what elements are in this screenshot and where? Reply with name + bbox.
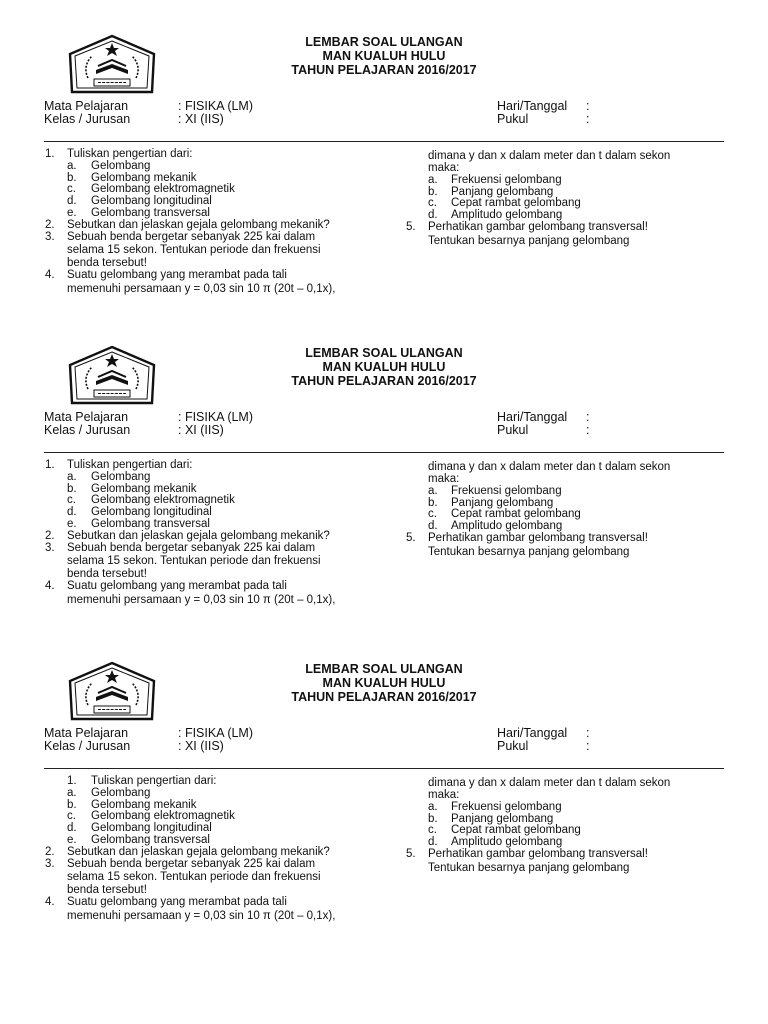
- question-4-item-letter: d.: [428, 520, 438, 533]
- question-4-item-letter: c.: [428, 508, 437, 521]
- question-5-line: Perhatikan gambar gelombang transversal!: [428, 848, 648, 860]
- header-line1: LEMBAR SOAL ULANGAN: [305, 346, 463, 360]
- question-1-item-letter: c.: [67, 810, 76, 823]
- class-label: Kelas / Jurusan: [44, 112, 131, 126]
- day-value: :: [586, 726, 590, 740]
- subject-label: Mata Pelajaran: [44, 99, 129, 113]
- question-5-number: 5.: [406, 532, 416, 544]
- question-5-number: 5.: [406, 848, 416, 860]
- header-title: [0, 346, 768, 388]
- header-divider: [44, 452, 724, 453]
- question-1-text: Tuliskan pengertian dari:: [67, 459, 193, 471]
- day-label: Hari/Tanggal: [497, 410, 568, 424]
- class-label: Kelas / Jurusan: [44, 739, 131, 753]
- question-4-item-letter: c.: [428, 824, 437, 837]
- question-4-number: 4.: [45, 896, 55, 908]
- header-divider: [44, 141, 724, 142]
- question-3-line: Sebuah benda bergetar sebanyak 225 kai dalam: [67, 542, 316, 554]
- question-3-line: benda tersebut!: [67, 568, 147, 580]
- question-2-number: 2.: [45, 218, 55, 231]
- class-label: Kelas / Jurusan: [44, 423, 131, 437]
- question-3-line: benda tersebut!: [67, 884, 147, 896]
- question-1-item-letter: b.: [67, 171, 77, 184]
- question-4-item-letter: a.: [428, 174, 438, 186]
- question-4-item-letter: a.: [428, 801, 438, 813]
- question-5-line: Perhatikan gambar gelombang transversal!: [428, 532, 648, 544]
- question-4-continuation: maka:: [428, 162, 460, 174]
- question-1-item-text: Gelombang longitudinal: [91, 506, 212, 519]
- question-1-item-letter: d.: [67, 822, 77, 835]
- question-1-item-letter: b.: [67, 482, 77, 495]
- question-3-number: 3.: [45, 858, 55, 870]
- question-4-item-text: Frekuensi gelombang: [451, 801, 562, 813]
- header-line2: MAN KUALUH HULU: [322, 676, 446, 690]
- question-4-item-letter: a.: [428, 485, 438, 497]
- question-4-continuation: maka:: [428, 789, 460, 801]
- time-label: Pukul: [497, 739, 529, 753]
- question-4-line: memenuhi persamaan y = 0,03 sin 10 π (20t – 0,1x),: [67, 910, 336, 922]
- question-4-item-text: Cepat rambat gelombang: [451, 824, 581, 837]
- question-1-number: 1.: [45, 148, 55, 160]
- header-title: [0, 662, 768, 704]
- question-4-line: memenuhi persamaan y = 0,03 sin 10 π (20t – 0,1x),: [67, 594, 336, 606]
- subject-value: : FISIKA (LM): [178, 726, 254, 740]
- question-4-line: Suatu gelombang yang merambat pada tali: [67, 896, 287, 908]
- day-label: Hari/Tanggal: [497, 99, 568, 113]
- question-1-item-letter: e.: [67, 206, 77, 219]
- day-label: Hari/Tanggal: [497, 726, 568, 740]
- question-4-item-text: Panjang gelombang: [451, 185, 554, 198]
- question-1-item-letter: c.: [67, 494, 76, 507]
- header-line3: TAHUN PELAJARAN 2016/2017: [291, 690, 477, 704]
- question-1-item-text: Gelombang: [91, 471, 151, 483]
- question-4-continuation: dimana y dan x dalam meter dan t dalam sekon: [428, 461, 671, 473]
- question-4-continuation: dimana y dan x dalam meter dan t dalam sekon: [428, 150, 671, 162]
- question-2-text: Sebutkan dan jelaskan gejala gelombang mekanik?: [67, 529, 330, 542]
- exam-slip: [0, 311, 768, 621]
- question-4-item-text: Cepat rambat gelombang: [451, 508, 581, 521]
- question-1-item-text: Gelombang mekanik: [91, 171, 197, 184]
- subject-value: : FISIKA (LM): [178, 99, 254, 113]
- question-1-text: Tuliskan pengertian dari:: [91, 775, 217, 787]
- subject-value: : FISIKA (LM): [178, 410, 254, 424]
- question-4-item-text: Amplitudo gelombang: [451, 209, 563, 222]
- question-4-item-letter: d.: [428, 836, 438, 849]
- question-3-number: 3.: [45, 231, 55, 243]
- question-1-item-text: Gelombang mekanik: [91, 798, 197, 811]
- question-4-line: memenuhi persamaan y = 0,03 sin 10 π (20t – 0,1x),: [67, 283, 336, 295]
- question-1-item-text: Gelombang longitudinal: [91, 822, 212, 835]
- question-1-item-letter: e.: [67, 517, 77, 530]
- question-1-item-letter: c.: [67, 183, 76, 196]
- question-1-item-text: Gelombang elektromagnetik: [91, 810, 235, 823]
- question-1-item-text: Gelombang: [91, 160, 151, 172]
- question-1-item-letter: d.: [67, 506, 77, 519]
- question-4-line: Suatu gelombang yang merambat pada tali: [67, 269, 287, 281]
- exam-slip: [0, 627, 768, 937]
- class-value: : XI (IIS): [178, 112, 224, 126]
- time-value: :: [586, 739, 590, 753]
- question-1-item-letter: a.: [67, 160, 77, 172]
- question-1-item-text: Gelombang transversal: [91, 833, 210, 846]
- question-5-number: 5.: [406, 221, 416, 233]
- header-line3: TAHUN PELAJARAN 2016/2017: [291, 63, 477, 77]
- question-2-number: 2.: [45, 529, 55, 542]
- question-4-continuation: dimana y dan x dalam meter dan t dalam sekon: [428, 777, 671, 789]
- question-4-item-text: Frekuensi gelombang: [451, 485, 562, 497]
- class-value: : XI (IIS): [178, 423, 224, 437]
- header-line2: MAN KUALUH HULU: [322, 49, 446, 63]
- question-4-item-letter: b.: [428, 496, 438, 509]
- question-2-text: Sebutkan dan jelaskan gejala gelombang mekanik?: [67, 218, 330, 231]
- question-1-item-letter: a.: [67, 787, 77, 799]
- time-value: :: [586, 423, 590, 437]
- question-4-item-text: Amplitudo gelombang: [451, 520, 563, 533]
- question-1-item-text: Gelombang elektromagnetik: [91, 494, 235, 507]
- header-title: [0, 35, 768, 77]
- question-2-number: 2.: [45, 845, 55, 858]
- question-4-continuation: maka:: [428, 473, 460, 485]
- question-1-item-letter: b.: [67, 798, 77, 811]
- header-line3: TAHUN PELAJARAN 2016/2017: [291, 374, 477, 388]
- question-4-item-letter: d.: [428, 209, 438, 222]
- exam-slip: [0, 0, 768, 310]
- question-1-item-letter: e.: [67, 833, 77, 846]
- question-4-item-text: Cepat rambat gelombang: [451, 197, 581, 210]
- question-1-item-text: Gelombang: [91, 787, 151, 799]
- question-1-number: 1.: [67, 775, 77, 787]
- question-3-number: 3.: [45, 542, 55, 554]
- question-5-line: Perhatikan gambar gelombang transversal!: [428, 221, 648, 233]
- day-value: :: [586, 410, 590, 424]
- question-4-item-letter: c.: [428, 197, 437, 210]
- question-3-line: selama 15 sekon. Tentukan periode dan frekuensi: [67, 871, 321, 883]
- question-4-line: Suatu gelombang yang merambat pada tali: [67, 580, 287, 592]
- question-3-line: selama 15 sekon. Tentukan periode dan frekuensi: [67, 555, 321, 567]
- question-1-item-letter: a.: [67, 471, 77, 483]
- question-1-text: Tuliskan pengertian dari:: [67, 148, 193, 160]
- subject-label: Mata Pelajaran: [44, 726, 129, 740]
- question-4-number: 4.: [45, 580, 55, 592]
- question-4-item-text: Frekuensi gelombang: [451, 174, 562, 186]
- time-value: :: [586, 112, 590, 126]
- class-value: : XI (IIS): [178, 739, 224, 753]
- question-5-line: Tentukan besarnya panjang gelombang: [428, 546, 630, 558]
- question-3-line: selama 15 sekon. Tentukan periode dan frekuensi: [67, 244, 321, 256]
- day-value: :: [586, 99, 590, 113]
- question-2-text: Sebutkan dan jelaskan gejala gelombang mekanik?: [67, 845, 330, 858]
- question-1-item-letter: d.: [67, 195, 77, 208]
- header-line2: MAN KUALUH HULU: [322, 360, 446, 374]
- question-4-item-text: Panjang gelombang: [451, 812, 554, 825]
- time-label: Pukul: [497, 423, 529, 437]
- header-line1: LEMBAR SOAL ULANGAN: [305, 35, 463, 49]
- question-5-line: Tentukan besarnya panjang gelombang: [428, 235, 630, 247]
- subject-label: Mata Pelajaran: [44, 410, 129, 424]
- time-label: Pukul: [497, 112, 529, 126]
- question-3-line: benda tersebut!: [67, 257, 147, 269]
- header-divider: [44, 768, 724, 769]
- header-line1: LEMBAR SOAL ULANGAN: [305, 662, 463, 676]
- question-1-item-text: Gelombang elektromagnetik: [91, 183, 235, 196]
- question-1-item-text: Gelombang mekanik: [91, 482, 197, 495]
- question-1-item-text: Gelombang longitudinal: [91, 195, 212, 208]
- question-4-item-text: Panjang gelombang: [451, 496, 554, 509]
- question-3-line: Sebuah benda bergetar sebanyak 225 kai dalam: [67, 231, 316, 243]
- question-3-line: Sebuah benda bergetar sebanyak 225 kai dalam: [67, 858, 316, 870]
- question-4-number: 4.: [45, 269, 55, 281]
- question-4-item-text: Amplitudo gelombang: [451, 836, 563, 849]
- question-1-item-text: Gelombang transversal: [91, 206, 210, 219]
- question-4-item-letter: b.: [428, 185, 438, 198]
- question-5-line: Tentukan besarnya panjang gelombang: [428, 862, 630, 874]
- question-1-number: 1.: [45, 459, 55, 471]
- question-4-item-letter: b.: [428, 812, 438, 825]
- question-1-item-text: Gelombang transversal: [91, 517, 210, 530]
